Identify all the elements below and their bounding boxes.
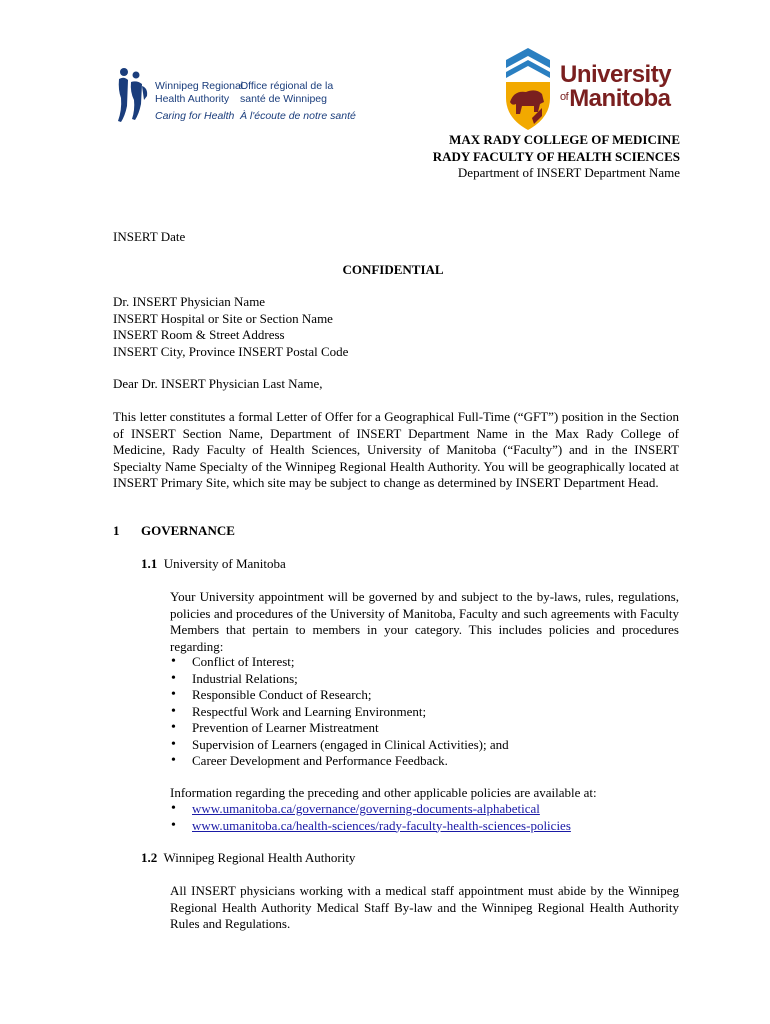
address-line: INSERT City, Province INSERT Postal Code (113, 343, 349, 359)
wrha-tagline-en: Caring for Health (155, 110, 235, 122)
um-logo-of: of (560, 91, 569, 103)
letter-date: INSERT Date (113, 229, 186, 244)
wrha-name-en-line2: Health Authority (155, 93, 230, 105)
governance-documents-link[interactable]: www.umanitoba.ca/governance/governing-documents-alphabetical (192, 801, 540, 816)
policy-info-text: Information regarding the preceding and other applicable policies are available at: (170, 785, 597, 800)
wrha-governance-paragraph: All INSERT physicians working with a medical staff appointment must abide by the Winnipeg Regional Health Authority Medical Staff By-law and the Winnipeg Regional Health Authority Rules and Regulations. (170, 883, 679, 931)
subsection-heading-1-1 (141, 556, 286, 573)
department-name: Department of INSERT Department Name (457, 165, 680, 180)
faculty-name: RADY FACULTY OF HEALTH SCIENCES (432, 149, 680, 164)
list-item (170, 818, 571, 835)
um-bison-shield-icon (502, 46, 554, 132)
intro-paragraph: This letter constitutes a formal Letter of Offer for a Geographical Full-Time (“GFT”) position in the Section of INSERT Section Name, Department of INSERT Department Name in the Max Rady College of Medicine, Rady Faculty of Health Sciences, University of Manitoba (“Faculty”) and in the INSERT Specialty Name Specialty of the Winnipeg Regional Health Authority. You will be geographically located at INSERT Primary Site, which site may be subject to change as determined by INSERT Department Head. (113, 409, 679, 490)
um-logo (502, 46, 682, 132)
list-item: • Industrial Relations; (170, 671, 509, 688)
salutation: Dear Dr. INSERT Physician Last Name, (113, 376, 323, 391)
subsection-title: University of Manitoba (163, 556, 286, 571)
um-logo-university: University (560, 61, 672, 88)
list-item: • Career Development and Performance Feedback. (170, 753, 509, 770)
section-number: 1 (113, 523, 120, 538)
list-item: • Respectful Work and Learning Environment; (170, 704, 509, 721)
address-block (113, 294, 348, 360)
wrha-tagline-fr: À l'écoute de notre santé (240, 110, 356, 122)
university-governance-paragraph: Your University appointment will be governed by and subject to the by-laws, rules, regulations, policies and procedures of the University of Manitoba, Faculty and such agreements with Faculty Members that pertain to members in your category. This includes policies and procedures regarding: (170, 589, 679, 654)
list-item: • Responsible Conduct of Research; (170, 687, 509, 704)
wrha-people-icon (115, 66, 149, 124)
rady-policies-link[interactable]: www.umanitoba.ca/health-sciences/rady-faculty-health-sciences-policies (192, 817, 571, 833)
address-line: Dr. INSERT Physician Name (113, 294, 266, 309)
college-name: MAX RADY COLLEGE OF MEDICINE (449, 132, 680, 147)
policy-link-list (170, 801, 571, 834)
subsection-title: Winnipeg Regional Health Authority (163, 850, 356, 865)
list-item (170, 801, 571, 818)
confidential-label: CONFIDENTIAL (342, 262, 444, 277)
wrha-name-fr-line1: Office régional de la (240, 80, 334, 92)
subsection-number: 1.1 (141, 556, 158, 571)
subsection-number: 1.2 (141, 850, 158, 865)
list-item: • Conflict of Interest; (170, 654, 509, 671)
subsection-heading-1-2 (141, 850, 355, 867)
list-item: • Supervision of Learners (engaged in Clinical Activities); and (170, 737, 509, 754)
wrha-name-en-line1: Winnipeg Regional (155, 80, 244, 92)
wrha-logo (115, 66, 356, 124)
wrha-name-fr-line2: santé de Winnipeg (240, 93, 327, 105)
policy-bullet-list (170, 654, 509, 770)
section-title-governance: GOVERNANCE (141, 523, 235, 538)
um-logo-manitoba: Manitoba (569, 85, 671, 112)
list-item: • Prevention of Learner Mistreatment (170, 720, 509, 737)
address-line: INSERT Room & Street Address (113, 327, 285, 342)
address-line: INSERT Hospital or Site or Section Name (113, 310, 333, 326)
